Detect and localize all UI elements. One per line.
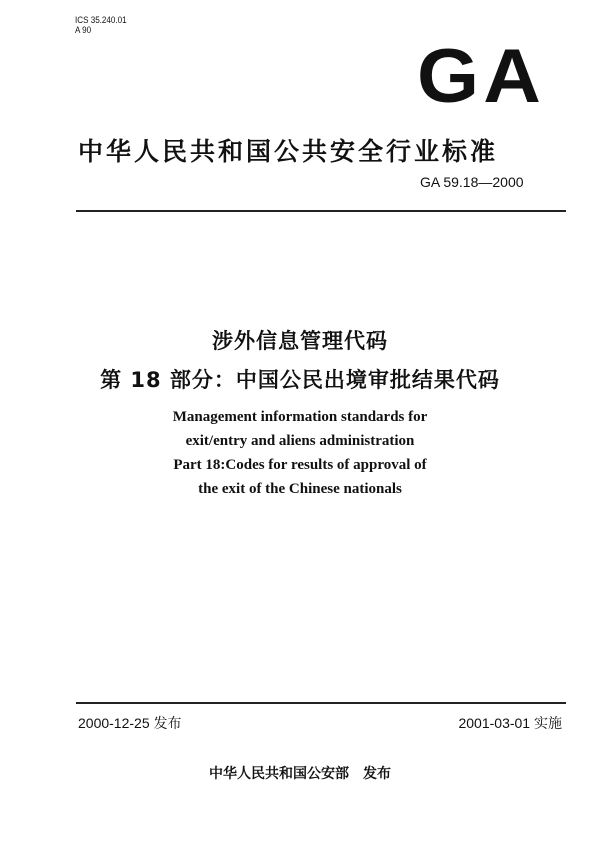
title-zh-line1: 涉外信息管理代码 — [212, 329, 388, 353]
ics-number: ICS 35.240.01 — [75, 15, 127, 26]
implement-date: 2001-03-01 实施 — [458, 715, 562, 731]
top-divider — [76, 210, 566, 212]
title-en-line: exit/entry and aliens administration — [185, 433, 415, 449]
title-en-line: Part 18:Codes for results of approval of — [173, 457, 427, 473]
ccs-number: A 90 — [75, 25, 92, 36]
ga-logo: GA — [416, 34, 546, 119]
issue-date: 2000-12-25 发布 — [78, 715, 182, 731]
organization-title: 中华人民共和国公共安全行业标准 — [78, 137, 499, 166]
title-en-line: Management information standards for — [172, 409, 428, 425]
ics-code — [75, 16, 127, 36]
bottom-divider — [76, 702, 566, 704]
title-zh-line2: 第 18 部分：中国公民出境审批结果代码 — [100, 368, 500, 392]
publisher: 中华人民共和国公安部 发布 — [209, 766, 391, 782]
standard-code: GA 59.18—2000 — [420, 174, 524, 190]
title-en-line: the exit of the Chinese nationals — [198, 481, 402, 497]
